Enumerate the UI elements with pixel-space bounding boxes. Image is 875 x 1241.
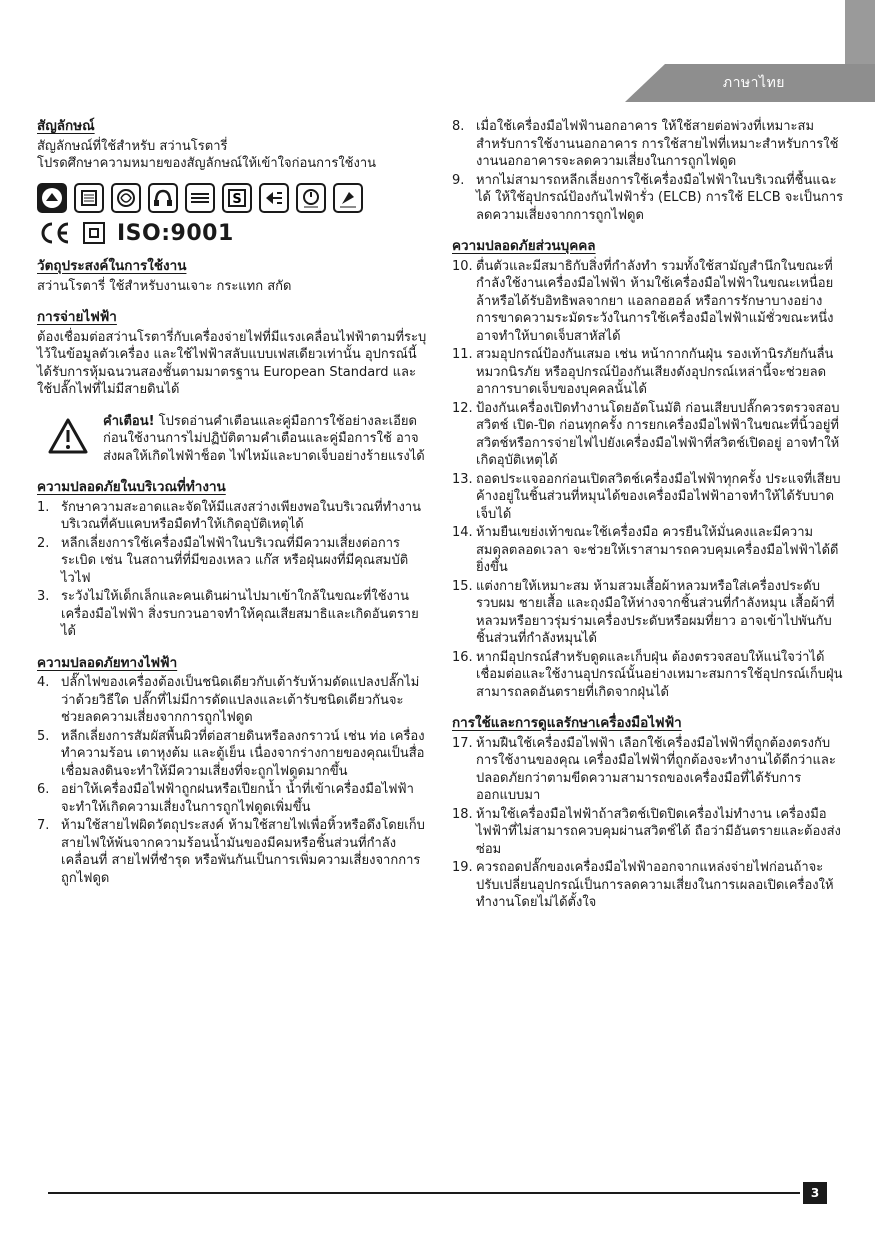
purpose-text: สว่านโรตารี่ ใช้สำหรับงานเจาะ กระแทก สกัด — [37, 278, 292, 294]
item-text: เมื่อใช้เครื่องมือไฟฟ้านอกอาคาร ให้ใช้สายต่อพ่วงที่เหมาะสม สำหรับการใช้งานนอกอาคาร การใช้สายไฟที่เหมาะสำหรับการใช้งานนอกอาคารจะลดความเสี่ยงในการถูกไฟดูด — [476, 119, 839, 169]
symbols-line-1: สัญลักษณ์ที่ใช้สำหรับ สว่านโรตารี่ — [37, 138, 228, 154]
ear-protection-icon — [148, 183, 178, 213]
personal-title: ความปลอดภัยส่วนบุคคล — [452, 238, 596, 254]
personal-list — [452, 258, 844, 702]
warning-body: โปรดอ่านคำเตือนและคู่มือการใช้อย่างละเอียดก่อนใช้งานการไม่ปฏิบัติตามคำเตือนและคู่มือการใช้ อาจส่งผลให้เกิดไฟฟ้าช็อต ไฟไหม้และบาดเจ็บอย่างร้ายแรงได้ — [103, 413, 425, 464]
list-item — [37, 499, 427, 534]
item-number: 12. — [452, 400, 473, 416]
symbols-title: สัญลักษณ์ — [37, 118, 95, 134]
workarea-list — [37, 499, 427, 641]
care-list — [452, 735, 844, 912]
item-number: 10. — [452, 258, 473, 274]
item-text: ระวังไม่ให้เด็กเล็กและคนเดินผ่านไปมาเข้าใกล้ในขณะที่ใช้งานเครื่องมือไฟฟ้า สิ่งรบกวนอาจทำให้คุณเสียสมาธิและเกิดอันตรายได้ — [61, 589, 419, 639]
item-text: ป้องกันเครื่องเปิดทำงานโดยอัตโนมัติ ก่อนเสียบปลั๊กควรตรวจสอบสวิตช์ เปิด-ปิด ก่อนทุกครั้ง การยกเครื่องมือไฟฟ้าในขณะที่นิ้วอยู่ที่สวิตช์หรือการจ่ายไฟไปยังเครื่องมือไฟฟ้าที่สวิตช์เปิดอยู่ อาจทำให้เกิดอุบัติเหตุได้ — [476, 400, 840, 468]
item-text: อย่าให้เครื่องมือไฟฟ้าถูกฝนหรือเปียกน้ำ น้ำที่เข้าเครื่องมือไฟฟ้าจะทำให้เกิดความเสี่ยงในการถูกไฟดูดเพิ่มขึ้น — [61, 782, 414, 815]
item-text: ห้ามใช้สายไฟผิดวัตถุประสงค์ ห้ามใช้สายไฟเพื่อหิ้วหรือดึงโดยเก็บสายไฟให้พ้นจากความร้อนน้ำมันของมีคมหรือชิ้นส่วนที่กำลังเคลื่อนที่ สายไฟที่ชำรุด หรือพันกันเป็นการเพิ่มความเสี่ยงจากการถูกไฟดูด — [61, 818, 425, 886]
page-number: 3 — [803, 1182, 827, 1204]
list-item — [452, 346, 844, 399]
item-number: 19. — [452, 860, 473, 875]
warning-block — [47, 413, 427, 466]
battery-icon — [74, 183, 104, 213]
item-text: ห้ามยืนเขย่งเท้าขณะใช้เครื่องมือ ควรยืนให้มั่นคงและมีความสมดุลตลอดเวลา จะช่วยให้เราสามารถควบคุมเครื่องมือไฟฟ้าได้ดียิ่งขึ้น — [476, 525, 839, 575]
read-manual-icon — [37, 183, 67, 213]
voltage-icon — [333, 183, 363, 213]
item-text: ปลั๊กไฟของเครื่องต้องเป็นชนิดเดียวกับเต้ารับห้ามดัดแปลงปลั๊กไม่ว่าด้วยวิธีใด ปลั๊กที่ไม่มีการดัดแปลงและเต้ารับชนิดเดียวกันจะช่วยลดความเสี่ยงจากการถูกไฟดูด — [61, 675, 420, 725]
left-column — [37, 118, 427, 901]
double-insulation-mark-icon — [83, 222, 105, 244]
plug-icon — [259, 183, 289, 213]
purpose-section — [37, 258, 427, 295]
purpose-title: วัตถุประสงค์ในการใช้งาน — [37, 258, 187, 274]
item-text: สวมอุปกรณ์ป้องกันเสมอ เช่น หน้ากากกันฝุ่น รองเท้านิรภัยกันลื่น หมวกนิรภัย หรืออุปกรณ์ป้องกันเสียงดังอุปกรณ์เหล่านี้จะช่วยลดอาการบาดเจ็บของบุคคลนั้นได้ — [476, 347, 834, 397]
item-number: 9. — [452, 172, 465, 188]
list-item — [37, 535, 427, 588]
item-text: ตื่นตัวและมีสมาธิกับสิ่งที่กำลังทำ รวมทั้งใช้สามัญสำนึกในขณะที่กำลังใช้งานเครื่องมือไฟฟ้า ห้ามใช้เครื่องมือไฟฟ้าในขณะเหนื่อยล้าหรือได้รับอิทธิพลจากยา แอลกอฮอล์ หรือการรักษาบางอย่าง การขาดความระมัดระวังในการใช้เครื่องมือไฟฟ้าแม้ชั่วขณะหนึ่งอาจทำให้บาดเจ็บสาหัสได้ — [476, 258, 834, 344]
item-text: ควรถอดปลั๊กของเครื่องมือไฟฟ้าออกจากแหล่งจ่ายไฟก่อนถ้าจะปรับเปลี่ยนอุปกรณ์เป็นการลดความเสี่ยงในการเผลอเปิดเครื่องให้ทำงานโดยไม่ได้ตั้งใจ — [476, 860, 834, 910]
symbols-line-2: โปรดศึกษาความหมายของสัญลักษณ์ให้เข้าใจก่อนการใช้งาน — [37, 156, 377, 171]
list-item — [37, 588, 427, 641]
list-item — [452, 649, 844, 702]
list-item — [37, 728, 427, 781]
list-item — [452, 118, 844, 171]
electrical-continued — [452, 118, 844, 224]
list-item — [452, 524, 844, 577]
item-number: 6. — [37, 782, 50, 797]
right-column — [452, 118, 844, 926]
speed-icon — [296, 183, 326, 213]
electrical-list-continued — [452, 118, 844, 224]
item-number: 5. — [37, 728, 50, 744]
item-text: หากมีอุปกรณ์สำหรับดูดและเก็บฝุ่น ต้องตรวจสอบให้แน่ใจว่าได้เชื่อมต่อและใช้งานอุปกรณ์นั้นอย่างเหมาะสมการใช้อุปกรณ์เก็บฝุ่นสามารถลดอันตรายที่เกิดจากฝุ่นได้ — [476, 649, 843, 700]
double-insulation-icon — [222, 183, 252, 213]
care-section — [452, 715, 844, 912]
motor-icon — [111, 183, 141, 213]
item-number: 15. — [452, 578, 473, 594]
care-title: การใช้และการดูแลรักษาเครื่องมือไฟฟ้า — [452, 715, 682, 731]
item-text: หากไม่สามารถหลีกเลี่ยงการใช้เครื่องมือไฟฟ้าในบริเวณที่ชื้นแฉะได้ ให้ใช้อุปกรณ์ป้องกันไฟฟ้ารั่ว (ELCB) การใช้ ELCB จะเป็นการลดความเสี่ยงจากการถูกไฟดูด — [476, 172, 844, 223]
item-number: 17. — [452, 735, 473, 751]
list-item — [452, 258, 844, 346]
item-number: 11. — [452, 347, 473, 362]
item-number: 2. — [37, 535, 50, 551]
list-item — [37, 781, 427, 816]
item-number: 14. — [452, 525, 473, 540]
symbol-icon-row — [37, 183, 427, 213]
item-text: ห้ามฝืนใช้เครื่องมือไฟฟ้า เลือกใช้เครื่องมือไฟฟ้าที่ถูกต้องตรงกับการใช้งานของคุณ เครื่องมือไฟฟ้าที่ถูกต้องจะทำงานได้ดีกว่าและปลอดภัยกว่าตามขีดความสามารถของเครื่องมือที่ได้รับการออกแบบมา — [476, 735, 836, 803]
electrical-title: ความปลอดภัยทางไฟฟ้า — [37, 654, 178, 671]
electrical-list — [37, 674, 427, 887]
list-item — [37, 817, 427, 887]
item-number: 18. — [452, 806, 473, 822]
personal-section — [452, 238, 844, 701]
list-item — [452, 806, 844, 859]
warning-lead: คำเตือน! — [103, 413, 155, 429]
item-number: 8. — [452, 119, 465, 134]
iso-certification: ISO:9001 — [117, 220, 234, 246]
list-item — [452, 859, 844, 912]
item-number: 3. — [37, 589, 50, 604]
item-text: ถอดประแจออกก่อนเปิดสวิตช์เครื่องมือไฟฟ้าทุกครั้ง ประแจที่เสียบค้างอยู่ในชิ้นส่วนที่หมุนได้ของเครื่องมือไฟฟ้าอาจทำให้ได้รับบาดเจ็บได้ — [476, 471, 841, 522]
power-text: ต้องเชื่อมต่อสว่านโรตารี่กับเครื่องจ่ายไฟที่มีแรงเคลื่อนไฟฟ้าตามที่ระบุไว้ในข้อมูลตัวเครื่อง และใช้ไฟฟ้าสลับแบบเฟสเดียวเท่านั้น อุปกรณ์นี้ได้รับการหุ้มฉนวนสองชั้นตามมาตรฐาน European Standard และใช้ปลั๊กไฟที่ไม่มีสายดินได้ — [37, 329, 427, 397]
list-item — [452, 400, 844, 470]
list-item — [37, 674, 427, 727]
corner-tab — [845, 0, 875, 64]
list-item — [452, 172, 844, 225]
power-title: การจ่ายไฟฟ้า — [37, 309, 117, 325]
list-item — [452, 578, 844, 648]
ce-mark-icon — [37, 221, 71, 247]
cable-icon — [185, 183, 215, 213]
item-number: 13. — [452, 471, 473, 487]
warning-text — [103, 413, 427, 466]
symbols-section — [37, 118, 427, 246]
item-text: รักษาความสะอาดและจัดให้มีแสงสว่างเพียงพอในบริเวณที่ทำงาน บริเวณที่คับแคบหรือมืดทำให้เกิดอุบัติเหตุได้ — [61, 499, 422, 532]
workarea-section — [37, 479, 427, 641]
item-text: หลีกเลี่ยงการสัมผัสพื้นผิวที่ต่อสายดินหรือลงกราวน์ เช่น ท่อ เครื่องทำความร้อน เตาหุงต้ม และตู้เย็น เนื่องจากร่างกายของคุณเป็นสื่อเชื่อมลงดินจะทำให้มีความเสี่ยงที่จะถูกไฟดูดมากขึ้น — [61, 728, 425, 779]
item-text: ห้ามใช้เครื่องมือไฟฟ้าถ้าสวิตช์เปิดปิดเครื่องไม่ทำงาน เครื่องมือไฟฟ้าที่ไม่สามารถควบคุมผ่านสวิตช์ได้ ถือว่ามีอันตรายและต้องส่งซ่อม — [476, 806, 841, 857]
certification-row — [37, 221, 427, 247]
item-number: 1. — [37, 499, 50, 515]
workarea-title: ความปลอดภัยในบริเวณที่ทำงาน — [37, 479, 226, 495]
language-label: ภาษาไทย — [722, 75, 785, 91]
item-text: หลีกเลี่ยงการใช้เครื่องมือไฟฟ้าในบริเวณที่มีความเสี่ยงต่อการระเบิด เช่น ในสถานที่ที่มีของเหลว แก๊ส หรือฝุ่นผงที่มีคุณสมบัติไวไฟ — [61, 535, 409, 586]
item-number: 7. — [37, 818, 50, 833]
item-number: 16. — [452, 649, 473, 665]
power-section — [37, 309, 427, 399]
warning-triangle-icon — [47, 417, 89, 455]
item-text: แต่งกายให้เหมาะสม ห้ามสวมเสื้อผ้าหลวมหรือใส่เครื่องประดับ รวบผม ชายเสื้อ และถุงมือให้ห่างจากชิ้นส่วนที่กำลังหมุน เสื้อผ้าที่หลวมหรือยาวรุ่มร่ามเครื่องประดับหรือผมที่ยาว อาจเข้าไปพันกับชิ้นส่วนที่กำลังหมุนได้ — [476, 578, 835, 646]
footer-rule — [48, 1192, 800, 1194]
item-number: 4. — [37, 675, 50, 690]
list-item — [452, 471, 844, 524]
list-item — [452, 735, 844, 805]
electrical-section — [37, 655, 427, 888]
svg-text:S: S — [232, 191, 242, 207]
